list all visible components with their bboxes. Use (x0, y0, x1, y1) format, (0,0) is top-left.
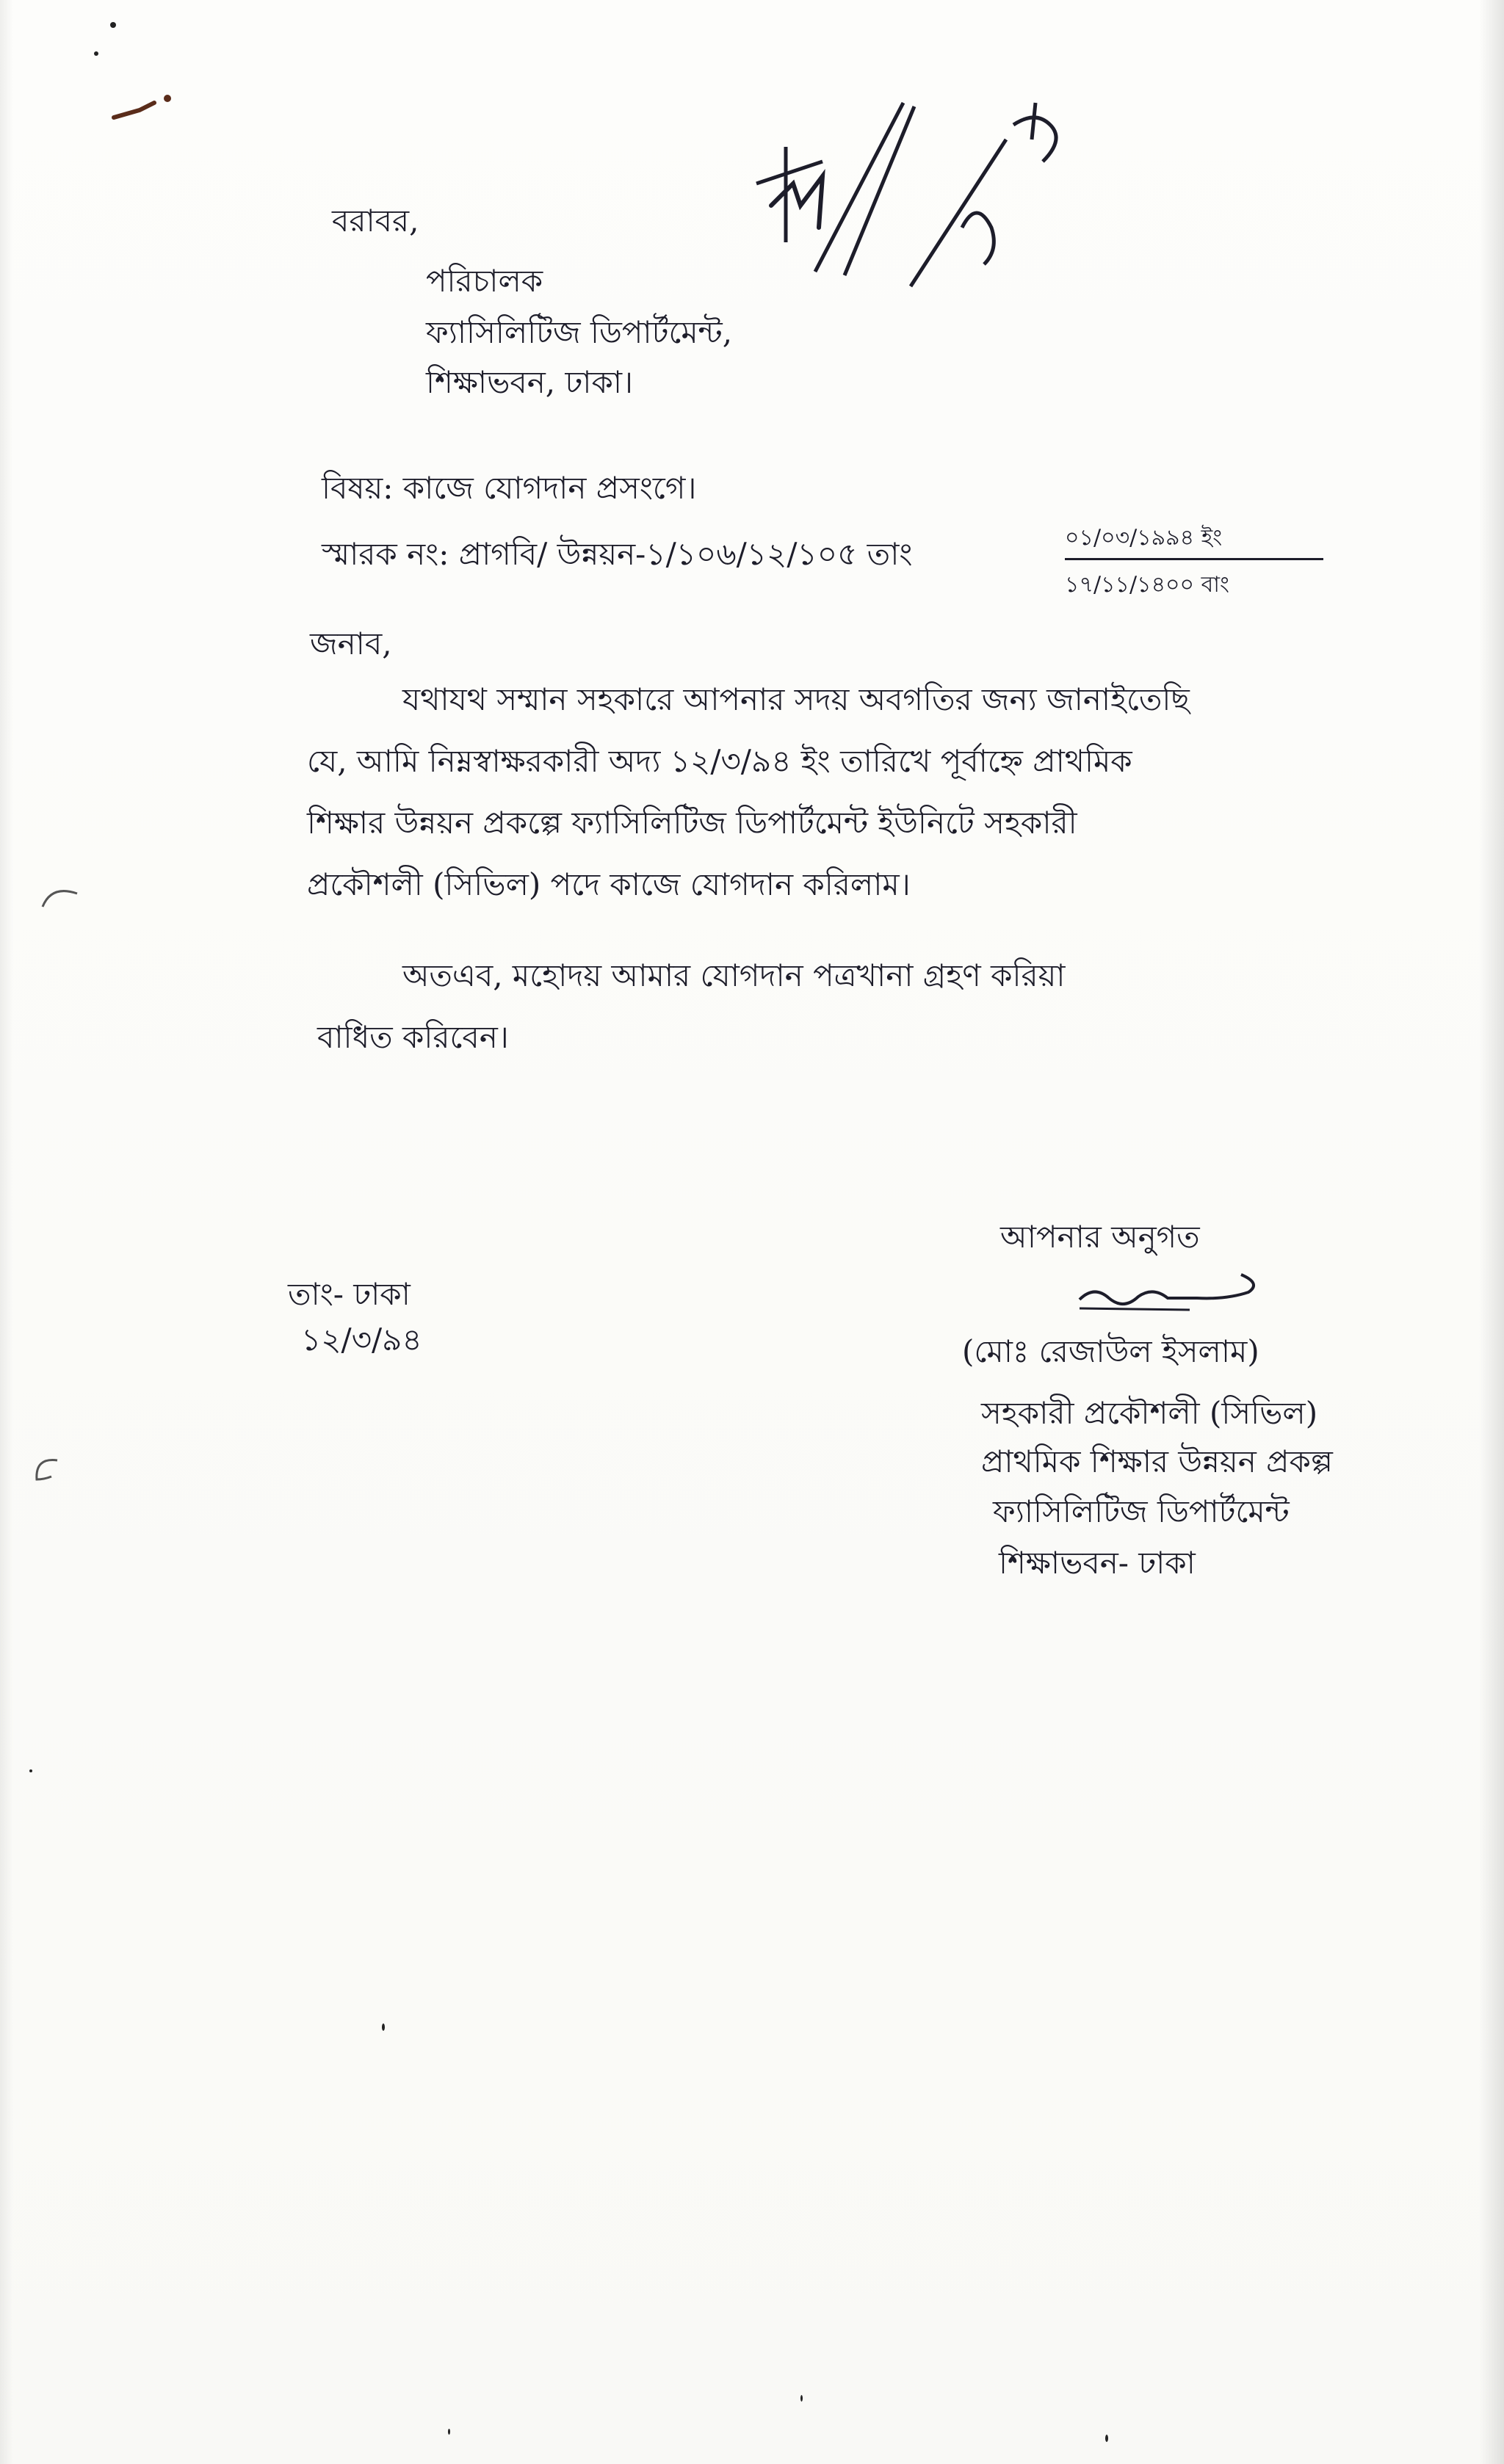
dust-speck (29, 1769, 32, 1772)
salutation-to: বরাবর, (332, 203, 419, 239)
signature-icon (1072, 1270, 1263, 1322)
letter-greeting: জনাব, (310, 626, 392, 662)
dust-speck (382, 2023, 385, 2031)
sender-name: (মোঃ রেজাউল ইসলাম) (962, 1333, 1259, 1369)
closing-phrase: আপনার অনুগত (1000, 1219, 1200, 1255)
request-line-1: অতএব, মহোদয় আমার যোগদান পত্রখানা গ্রহণ করিয়া (402, 957, 1066, 993)
body-line-3: শিক্ষার উন্নয়ন প্রকল্পে ফ্যাসিলিটিজ ডিপার্টমেন্ট ইউনিটে সহকারী (307, 805, 1077, 841)
sender-project: প্রাথমিক শিক্ষার উন্নয়ন প্রকল্প (981, 1443, 1333, 1479)
reference-date-english: ০১/০৩/১৯৯৪ ইং (1065, 525, 1223, 551)
handwritten-initials-icon (742, 95, 1080, 301)
page-left-edge (0, 0, 13, 2464)
body-line-1: যথাযথ সম্মান সহকারে আপনার সদয় অবগতির জন্য জানাইতেছি (402, 681, 1190, 717)
body-line-2: যে, আমি নিম্নস্বাক্ষরকারী অদ্য ১২/৩/৯৪ ইং তারিখে পূর্বাহ্নে প্রাথমিক (307, 743, 1132, 779)
page-right-edge (1479, 0, 1504, 2464)
dust-speck (800, 2395, 803, 2402)
reference-date-divider (1065, 558, 1323, 560)
reference-number: স্মারক নং: প্রাগবি/ উন্নয়ন-১/১০৬/১২/১০৫ তাং (322, 536, 913, 572)
letter-date: ১২/৩/৯৪ (301, 1322, 422, 1358)
margin-curl-icon (29, 1457, 73, 1487)
dust-speck (1105, 2435, 1108, 2442)
sender-designation: সহকারী প্রকৌশলী (সিভিল) (981, 1395, 1318, 1431)
body-line-4: প্রকৌশলী (সিভিল) পদে কাজে যোগদান করিলাম। (307, 866, 911, 902)
request-line-2: বাধিত করিবেন। (317, 1019, 509, 1055)
recipient-office: ফ্যাসিলিটিজ ডিপার্টমেন্ট, (426, 314, 733, 350)
recipient-title: পরিচালক (426, 263, 543, 299)
sender-department: ফ্যাসিলিটিজ ডিপার্টমেন্ট (993, 1493, 1290, 1529)
reference-date-bengali: ১৭/১১/১৪০০ বাং (1065, 572, 1229, 598)
margin-curl-icon (37, 885, 81, 914)
sender-address: শিক্ষাভবন- ঢাকা (999, 1545, 1196, 1581)
letter-subject: বিষয়: কাজে যোগদান প্রসংগে। (322, 470, 697, 506)
dust-speck (94, 51, 98, 56)
recipient-address: শিক্ষাভবন, ঢাকা। (426, 364, 634, 400)
dust-speck (448, 2429, 450, 2435)
place-label: তাং- ঢাকা (288, 1276, 411, 1312)
margin-pen-mark-icon (110, 88, 184, 132)
dust-speck (110, 22, 116, 28)
